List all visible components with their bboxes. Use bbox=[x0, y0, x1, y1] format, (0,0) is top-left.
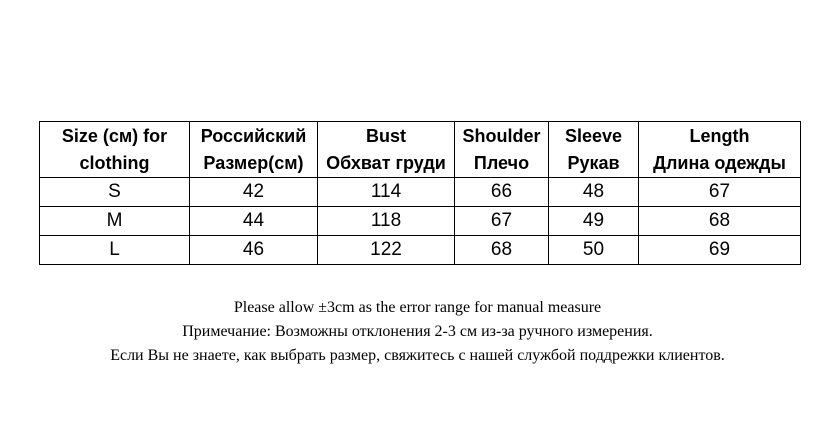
cell-length: 67 bbox=[639, 178, 801, 207]
cell-length: 68 bbox=[639, 207, 801, 236]
header-shoulder bbox=[455, 122, 549, 178]
header-length-line2: Длина одежды bbox=[653, 152, 786, 173]
cell-shoulder: 67 bbox=[455, 207, 549, 236]
cell-bust: 118 bbox=[318, 207, 455, 236]
cell-size: L bbox=[40, 236, 190, 265]
header-shoulder-line2: Плечо bbox=[473, 152, 530, 173]
cell-sleeve: 49 bbox=[549, 207, 639, 236]
header-sleeve bbox=[549, 122, 639, 178]
header-sleeve-line1: Sleeve bbox=[564, 125, 623, 146]
header-row bbox=[40, 122, 801, 178]
cell-bust: 114 bbox=[318, 178, 455, 207]
note-error-range-en: Please allow ±3cm as the error range for manual measure bbox=[233, 299, 602, 316]
header-shoulder-line1: Shoulder bbox=[462, 125, 541, 146]
cell-length: 69 bbox=[639, 236, 801, 265]
header-size-line2: clothing bbox=[79, 152, 150, 173]
note-contact-support: Если Вы не знаете, как выбрать размер, свяжитесь с нашей службой поддрежки клиентов. bbox=[110, 347, 725, 364]
cell-russian-size: 42 bbox=[190, 178, 318, 207]
cell-russian-size: 46 bbox=[190, 236, 318, 265]
table-row-s bbox=[40, 178, 801, 207]
size-chart-table bbox=[39, 121, 801, 265]
header-russian-size bbox=[190, 122, 318, 178]
header-bust bbox=[318, 122, 455, 178]
header-sleeve-line2: Рукав bbox=[567, 152, 620, 173]
table-row-l bbox=[40, 236, 801, 265]
cell-russian-size: 44 bbox=[190, 207, 318, 236]
header-size-line1: Size (см) for bbox=[61, 125, 168, 146]
cell-shoulder: 66 bbox=[455, 178, 549, 207]
cell-bust: 122 bbox=[318, 236, 455, 265]
cell-size: S bbox=[40, 178, 190, 207]
header-length bbox=[639, 122, 801, 178]
cell-sleeve: 48 bbox=[549, 178, 639, 207]
header-length-line1: Length bbox=[689, 125, 750, 146]
note-error-range-ru: Примечание: Возможны отклонения 2-3 см из-за ручного измерения. bbox=[182, 323, 653, 340]
header-russian-size-line2: Размер(см) bbox=[203, 152, 304, 173]
header-size bbox=[40, 122, 190, 178]
cell-size: M bbox=[40, 207, 190, 236]
table-row-m bbox=[40, 207, 801, 236]
header-bust-line1: Bust bbox=[366, 125, 406, 146]
header-bust-line2: Обхват груди bbox=[326, 152, 446, 173]
measurement-notes bbox=[0, 296, 835, 368]
cell-sleeve: 50 bbox=[549, 236, 639, 265]
cell-shoulder: 68 bbox=[455, 236, 549, 265]
header-russian-size-line1: Российский bbox=[200, 125, 307, 146]
